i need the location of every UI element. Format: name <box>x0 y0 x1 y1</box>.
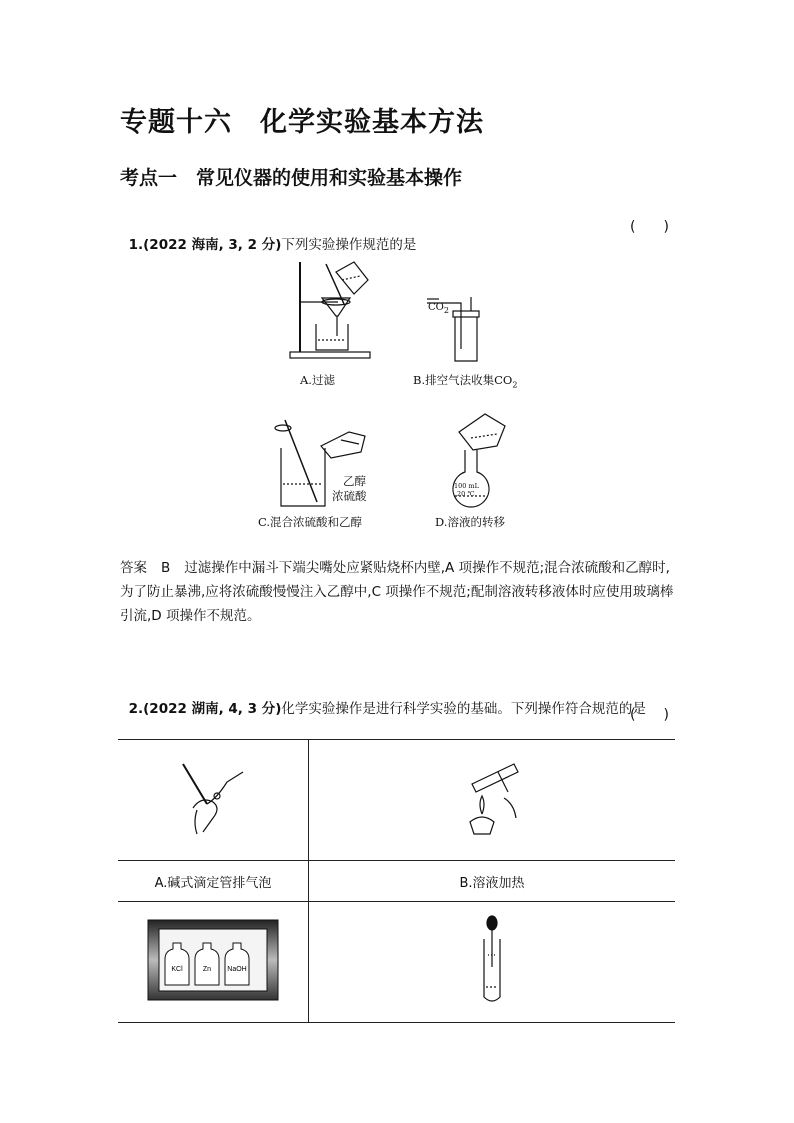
question-1-stem <box>120 217 416 253</box>
answer-blank: ( ) <box>630 219 669 235</box>
filtration-figure <box>288 258 378 363</box>
option-d-caption: D.溶液的转移 <box>435 515 505 529</box>
question-source: (2022 海南, 3, 2 分) <box>143 237 282 253</box>
reagent-cabinet-figure <box>147 919 279 1001</box>
option-c-image-cell <box>118 902 309 1023</box>
heating-figure <box>452 758 532 838</box>
ethanol-label: 乙醇 <box>343 474 366 488</box>
answer-label: 答案 <box>120 560 147 576</box>
flask-volume-label: 100 mL <box>454 482 479 490</box>
burette-figure <box>173 758 253 838</box>
question-2-stem <box>120 681 646 717</box>
bottle-label-naoh: NaOH <box>227 966 247 973</box>
question-number: 1. <box>128 237 144 253</box>
bottle-label-kcl: KCl <box>171 966 183 973</box>
acid-label: 浓硫酸 <box>332 489 367 503</box>
answer-block <box>120 556 680 628</box>
dropper-testtube-figure <box>472 915 512 1005</box>
option-b-caption: B.溶液加热 <box>459 875 525 891</box>
gas-collection-figure <box>445 295 495 365</box>
bottle-label-zn: Zn <box>202 966 212 973</box>
option-a-image-cell <box>118 740 309 861</box>
flask-temp-label: 20 ℃ <box>457 490 475 498</box>
option-d-image-cell <box>309 902 676 1023</box>
co2-label: $CO_2$ <box>428 302 449 315</box>
options-table <box>118 739 675 1023</box>
question-text: 下列实验操作规范的是 <box>281 237 417 253</box>
option-a-label-cell <box>118 861 309 902</box>
question-source: (2022 湖南, 4, 3 分) <box>143 701 282 717</box>
question-number: 2. <box>128 701 144 717</box>
question-text: 化学实验操作是进行科学实验的基础。下列操作符合规范的是 <box>281 701 646 717</box>
option-c-caption: C.混合浓硫酸和乙醇 <box>258 515 363 529</box>
section-title: 考点一 常见仪器的使用和实验基本操作 <box>120 167 463 189</box>
answer-explanation: 过滤操作中漏斗下端尖嘴处应紧贴烧杯内壁,A 项操作不规范;混合浓硫酸和乙醇时,为了防止暴沸,应将浓硫酸慢慢注入乙醇中,C 项操作不规范;配制溶液转移液体时应使用玻璃棒引流,D 项操作不规范。 <box>120 560 674 624</box>
chapter-title: 专题十六 化学实验基本方法 <box>120 107 484 138</box>
answer-blank: ( ) <box>630 707 669 723</box>
option-b-caption: B.排空气法收集$CO_2$ <box>413 373 518 390</box>
option-b-image-cell <box>309 740 676 861</box>
option-b-label-cell <box>309 861 676 902</box>
volumetric-flask-figure <box>445 412 515 508</box>
option-a-caption: A.过滤 <box>300 373 335 387</box>
option-a-caption: A.碱式滴定管排气泡 <box>154 875 272 891</box>
answer-choice: B <box>161 560 171 576</box>
